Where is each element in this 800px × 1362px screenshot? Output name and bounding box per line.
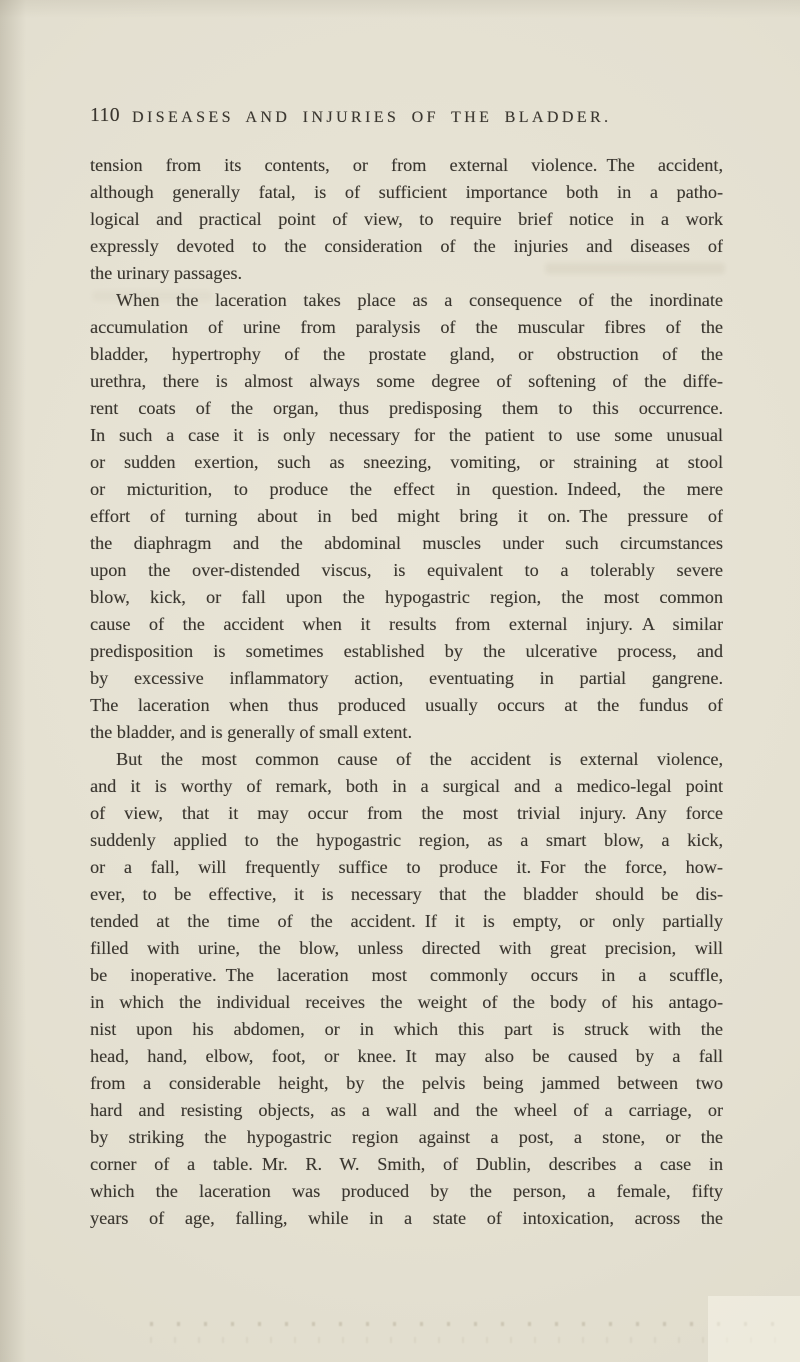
text-line: head, hand, elbow, foot, or knee. It may also be caused by a fall — [90, 1046, 723, 1066]
running-title: DISEASES AND INJURIES OF THE BLADDER. — [132, 108, 612, 126]
text-line: by striking the hypogastric region against a post, a stone, or the — [90, 1127, 723, 1147]
paragraph — [90, 746, 723, 1232]
text-line: expressly devoted to the consideration of the injuries and diseases of — [90, 236, 723, 256]
text-line: effort of turning about in bed might bring it on. The pressure of — [90, 506, 723, 526]
text-line: predisposition is sometimes established by the ulcerative process, and — [90, 641, 723, 661]
paragraph — [90, 152, 723, 287]
text-line: of view, that it may occur from the most trivial injury. Any force — [90, 803, 723, 823]
text-line: blow, kick, or fall upon the hypogastric region, the most common — [90, 587, 723, 607]
text-line: in which the individual receives the weight of the body of his antago- — [90, 992, 723, 1012]
text-line: suddenly applied to the hypogastric region, as a smart blow, a kick, — [90, 830, 723, 850]
bleedthrough-dots-artifact — [150, 1322, 780, 1326]
text-line: or a fall, will frequently suffice to produce it. For the force, how- — [90, 857, 723, 877]
page-number: 110 — [90, 105, 121, 126]
text-line: accumulation of urine from paralysis of the muscular fibres of the — [90, 317, 723, 337]
text-line: the bladder, and is generally of small extent. — [90, 722, 412, 742]
text-line: nist upon his abdomen, or in which this part is struck with the — [90, 1019, 723, 1039]
text-line: In such a case it is only necessary for the patient to use some unusual — [90, 425, 723, 445]
text-line: or micturition, to produce the effect in question. Indeed, the mere — [90, 479, 723, 499]
text-line: the diaphragm and the abdominal muscles under such circumstances — [90, 533, 723, 553]
text-line: When the laceration takes place as a consequence of the inordinate — [116, 290, 723, 310]
text-line: bladder, hypertrophy of the prostate gland, or obstruction of the — [90, 344, 723, 364]
text-line: which the laceration was produced by the person, a female, fifty — [90, 1181, 723, 1201]
text-line: hard and resisting objects, as a wall and the wheel of a carriage, or — [90, 1100, 723, 1120]
text-block — [90, 152, 723, 1232]
text-line: be inoperative. The laceration most commonly occurs in a scuffle, — [90, 965, 723, 985]
text-line: cause of the accident when it results from external injury. A similar — [90, 614, 723, 634]
text-line: upon the over-distended viscus, is equivalent to a tolerably severe — [90, 560, 723, 580]
bleedthrough-dots-artifact — [150, 1337, 780, 1343]
text-line: tended at the time of the accident. If it is empty, or only partially — [90, 911, 723, 931]
text-line: urethra, there is almost always some degree of softening of the diffe- — [90, 371, 723, 391]
text-line: tension from its contents, or from external violence. The accident, — [90, 155, 723, 175]
text-line: logical and practical point of view, to require brief notice in a work — [90, 209, 723, 229]
text-line: years of age, falling, while in a state of intoxication, across the — [90, 1208, 723, 1228]
text-line: The laceration when thus produced usually occurs at the fundus of — [90, 695, 723, 715]
text-line: by excessive inflammatory action, eventuating in partial gangrene. — [90, 668, 723, 688]
text-line: ever, to be effective, it is necessary that the bladder should be dis- — [90, 884, 723, 904]
text-line: corner of a table. Mr. R. W. Smith, of Dublin, describes a case in — [90, 1154, 723, 1174]
text-line: But the most common cause of the accident is external violence, — [116, 749, 723, 769]
text-line: rent coats of the organ, thus predisposing them to this occurrence. — [90, 398, 723, 418]
text-line: and it is worthy of remark, both in a surgical and a medico-legal point — [90, 776, 723, 796]
text-line: although generally fatal, is of sufficient importance both in a patho- — [90, 182, 723, 202]
scan-edge-shadow — [0, 0, 26, 1362]
paragraph — [90, 287, 723, 746]
text-line: filled with urine, the blow, unless directed with great precision, will — [90, 938, 723, 958]
text-line: or sudden exertion, such as sneezing, vomiting, or straining at stool — [90, 452, 723, 472]
page-corner-highlight — [708, 1296, 800, 1362]
running-header — [90, 105, 723, 131]
text-line: the urinary passages. — [90, 263, 243, 283]
scan-edge-shadow — [0, 0, 800, 18]
text-line: from a considerable height, by the pelvis being jammed between two — [90, 1073, 723, 1093]
